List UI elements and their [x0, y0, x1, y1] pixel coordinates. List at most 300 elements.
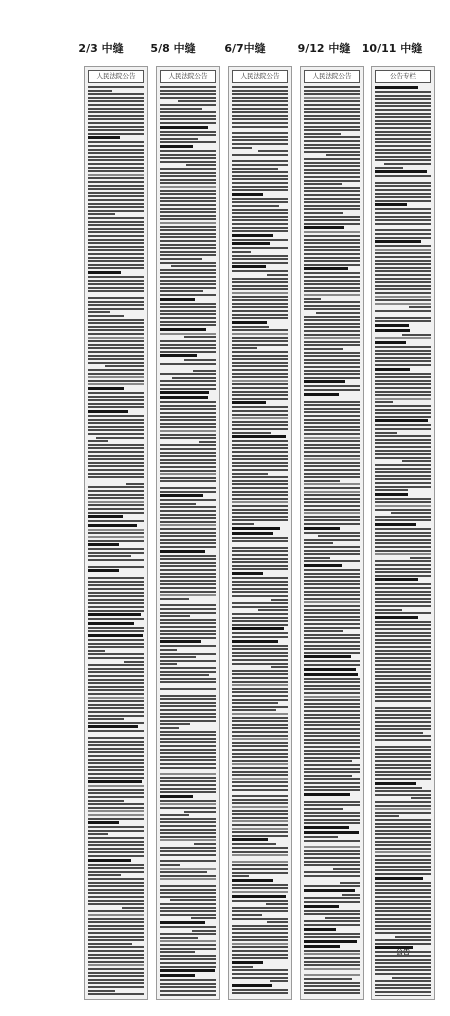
- text-line: [232, 234, 273, 237]
- text-line: [160, 821, 216, 823]
- text-line: [88, 627, 144, 629]
- text-line: [232, 977, 288, 979]
- text-line: [304, 861, 360, 863]
- text-line: [375, 189, 431, 191]
- text-line: [160, 550, 205, 553]
- text-line: [232, 879, 273, 882]
- text-line: [232, 670, 288, 672]
- text-line: [232, 868, 288, 870]
- text-line: [375, 668, 431, 670]
- text-line: [232, 636, 288, 638]
- text-line: [88, 490, 144, 492]
- text-line: [88, 602, 144, 604]
- text-line: [375, 505, 431, 507]
- text-line: [375, 263, 431, 265]
- text-line: [88, 925, 144, 927]
- text-line: [304, 778, 360, 780]
- text-line: [160, 141, 216, 143]
- text-line: [160, 767, 216, 769]
- text-line: [304, 235, 360, 237]
- text-line: [375, 675, 431, 677]
- text-line: [232, 329, 288, 331]
- text-line: [375, 885, 431, 887]
- text-line: [375, 167, 403, 169]
- text-line: [304, 287, 360, 289]
- text-line: [375, 428, 431, 430]
- text-line: [232, 340, 288, 342]
- text-line: [160, 784, 216, 786]
- text-line: [304, 323, 360, 325]
- text-line: [375, 296, 431, 298]
- text-line: [88, 693, 144, 695]
- text-line: [232, 706, 288, 708]
- text-line: [232, 347, 257, 349]
- text-line: [232, 624, 288, 626]
- text-line: [88, 167, 144, 169]
- text-line: [232, 537, 288, 539]
- text-line: [375, 310, 431, 312]
- text-line: [304, 819, 360, 821]
- text-line: [88, 195, 144, 197]
- text-line: [88, 700, 144, 702]
- text-line: [184, 811, 216, 813]
- text-line: [88, 606, 144, 608]
- text-line: [160, 969, 215, 972]
- text-line: [375, 778, 431, 780]
- text-line: [375, 801, 431, 803]
- text-line: [160, 494, 203, 497]
- text-line: [232, 602, 288, 604]
- text-line: [232, 178, 288, 180]
- text-line: [304, 462, 360, 464]
- text-line: [304, 910, 360, 912]
- text-line: [160, 850, 216, 852]
- text-line: [88, 874, 121, 876]
- text-line: [88, 486, 144, 488]
- text-line: [304, 476, 360, 478]
- text-line: [304, 648, 360, 650]
- text-line: [160, 347, 216, 349]
- text-line: [304, 231, 360, 233]
- text-line: [304, 591, 360, 593]
- text-line: [160, 645, 216, 647]
- text-line: [160, 637, 216, 639]
- text-line: [232, 820, 288, 822]
- text-line: [88, 555, 131, 557]
- text-line: [88, 271, 121, 274]
- text-line: [88, 800, 124, 802]
- text-line: [232, 435, 286, 438]
- text-line: [160, 958, 216, 960]
- text-line: [88, 329, 144, 331]
- text-line: [375, 341, 406, 344]
- text-line: [88, 260, 144, 262]
- column-text-3: [232, 85, 288, 996]
- text-line: [375, 439, 431, 441]
- text-line: [232, 505, 288, 507]
- text-line: [88, 192, 144, 194]
- text-line: [232, 288, 288, 290]
- text-line: [304, 627, 360, 629]
- text-line: [160, 814, 189, 816]
- text-line: [88, 111, 144, 113]
- text-line: [232, 108, 288, 110]
- text-line: [232, 591, 288, 593]
- text-line: [318, 535, 360, 537]
- text-line: [304, 308, 360, 310]
- text-line: [88, 910, 144, 912]
- text-line: [375, 932, 431, 934]
- text-line: [304, 875, 360, 877]
- text-line: [304, 717, 360, 719]
- text-line: [88, 455, 144, 457]
- text-line: [304, 616, 360, 618]
- text-line: [375, 278, 431, 280]
- text-line: [232, 414, 288, 416]
- text-line: [88, 458, 144, 460]
- text-line: [184, 359, 216, 361]
- text-line: [88, 725, 138, 728]
- text-line: [88, 643, 144, 645]
- text-line: [160, 161, 216, 163]
- text-line: [88, 859, 131, 862]
- text-line: [160, 951, 195, 953]
- text-line: [375, 539, 431, 541]
- text-line: [160, 466, 216, 468]
- text-line: [304, 846, 360, 848]
- text-line: [375, 657, 431, 659]
- text-line: [232, 398, 288, 400]
- text-line: [232, 428, 288, 430]
- text-line: [88, 311, 110, 313]
- text-line: [375, 453, 431, 455]
- text-line: [232, 143, 288, 145]
- text-line: [232, 884, 288, 886]
- text-line: [375, 714, 431, 716]
- text-line: [232, 90, 288, 92]
- text-line: [232, 691, 288, 693]
- text-line: [232, 806, 288, 808]
- text-line: [88, 577, 144, 579]
- text-line: [375, 855, 431, 857]
- text-line: [304, 147, 360, 149]
- text-line: [304, 373, 360, 375]
- text-line: [88, 141, 144, 143]
- text-line: [88, 986, 144, 988]
- text-line: [88, 508, 144, 510]
- text-line: [160, 236, 216, 238]
- text-line: [88, 501, 144, 503]
- text-line: [375, 700, 431, 702]
- text-line: [375, 233, 431, 235]
- text-line: [375, 749, 431, 751]
- text-line: [340, 882, 360, 884]
- text-line: [232, 932, 288, 934]
- text-line: [375, 946, 413, 949]
- text-line: [88, 972, 144, 974]
- text-line: [304, 576, 360, 578]
- text-line: [375, 632, 431, 634]
- text-line: [160, 598, 189, 600]
- text-line: [232, 532, 273, 535]
- text-line: [88, 921, 144, 923]
- text-line: [232, 424, 288, 426]
- text-line: [232, 270, 288, 272]
- text-line: [170, 899, 216, 901]
- text-line: [232, 756, 288, 758]
- text-line: [160, 663, 177, 665]
- text-line: [267, 921, 288, 923]
- text-line: [375, 973, 431, 975]
- text-line: [160, 594, 216, 596]
- text-line: [304, 550, 360, 552]
- text-line: [304, 710, 360, 712]
- text-line: [88, 152, 144, 154]
- text-line: [88, 837, 144, 839]
- text-line: [160, 193, 216, 195]
- text-line: [304, 516, 360, 518]
- text-line: [304, 512, 360, 514]
- text-line: [88, 936, 144, 938]
- text-line: [304, 377, 360, 379]
- column-header-2: 人民法院公告: [160, 70, 216, 83]
- text-line: [375, 109, 431, 111]
- text-line: [160, 986, 216, 988]
- newspaper-column-2: [156, 66, 220, 1000]
- text-line: [88, 622, 134, 625]
- text-line: [232, 326, 269, 328]
- text-line: [232, 227, 288, 229]
- text-line: [160, 795, 193, 798]
- text-line: [88, 718, 124, 720]
- text-line: [232, 444, 288, 446]
- text-line: [232, 677, 288, 679]
- text-line: [375, 725, 431, 727]
- text-line: [375, 131, 431, 133]
- text-line: [375, 350, 431, 352]
- text-line: [232, 767, 288, 769]
- text-line: [160, 506, 216, 508]
- text-line: [304, 901, 360, 903]
- text-line: [304, 652, 360, 654]
- text-line: [88, 581, 144, 583]
- text-line: [375, 468, 431, 470]
- text-line: [304, 257, 360, 259]
- text-line: [160, 462, 216, 464]
- text-line: [88, 494, 144, 496]
- text-line: [160, 542, 216, 544]
- text-line: [160, 373, 216, 375]
- text-line: [232, 132, 288, 134]
- text-line: [304, 519, 360, 521]
- text-line: [232, 186, 288, 188]
- text-line: [160, 698, 216, 700]
- column-header-4: 人民法院公告: [304, 70, 360, 83]
- text-line: [160, 780, 216, 782]
- text-line: [304, 183, 342, 185]
- text-line: [160, 118, 216, 120]
- text-line: [88, 249, 144, 251]
- text-line: [160, 401, 216, 403]
- text-line: [88, 737, 144, 739]
- text-line: [122, 907, 144, 909]
- text-line: [375, 819, 431, 821]
- text-line: [375, 394, 431, 396]
- text-line: [375, 721, 431, 723]
- text-line: [391, 512, 431, 514]
- text-line: [160, 290, 203, 292]
- text-line: [160, 681, 216, 683]
- text-line: [375, 509, 431, 511]
- text-line: [304, 612, 360, 614]
- text-line: [232, 659, 288, 661]
- text-line: [160, 396, 208, 399]
- text-line: [160, 240, 216, 242]
- text-line: [88, 722, 144, 724]
- text-line: [88, 536, 144, 538]
- text-line: [375, 535, 431, 537]
- text-line: [160, 391, 209, 394]
- text-line: [232, 219, 288, 221]
- text-line: [88, 224, 144, 226]
- text-line: [232, 387, 288, 389]
- text-line: [88, 954, 144, 956]
- text-line: [232, 749, 288, 751]
- text-line: [304, 326, 360, 328]
- text-line: [232, 216, 288, 218]
- text-line: [304, 352, 360, 354]
- text-line: [304, 836, 338, 838]
- text-line: [375, 601, 431, 603]
- text-line: [88, 826, 144, 828]
- text-line: [232, 321, 267, 324]
- text-line: [160, 313, 216, 315]
- text-line: [88, 297, 144, 299]
- text-line: [88, 410, 128, 413]
- text-line: [304, 180, 360, 182]
- text-line: [304, 433, 360, 435]
- text-line: [375, 892, 431, 894]
- text-line: [232, 565, 288, 567]
- text-line: [232, 861, 288, 863]
- text-line: [375, 594, 431, 596]
- text-line: [88, 993, 144, 995]
- text-line: [304, 294, 360, 296]
- text-line: [232, 126, 288, 128]
- text-line: [88, 751, 144, 753]
- text-line: [160, 727, 179, 729]
- text-line: [375, 753, 431, 755]
- text-line: [88, 789, 144, 791]
- text-line: [375, 519, 431, 521]
- text-line: [232, 201, 288, 203]
- text-line: [160, 298, 195, 301]
- text-line: [232, 406, 288, 408]
- text-line: [160, 860, 216, 862]
- text-line: [160, 222, 216, 224]
- text-line: [232, 831, 288, 833]
- text-line: [375, 320, 431, 322]
- text-line: [304, 401, 360, 403]
- text-line: [232, 483, 288, 485]
- text-line: [88, 235, 144, 237]
- text-line: [375, 270, 431, 272]
- text-line: [304, 527, 340, 530]
- text-line: [160, 653, 216, 655]
- text-line: [232, 851, 288, 853]
- text-line: [375, 240, 421, 243]
- text-line: [232, 760, 288, 762]
- text-line: [304, 826, 349, 829]
- text-line: [304, 696, 360, 698]
- text-line: [160, 678, 216, 680]
- text-line: [232, 663, 288, 665]
- text-line: [105, 365, 144, 367]
- text-line: [160, 868, 216, 870]
- text-line: [160, 875, 216, 877]
- text-line: [232, 799, 288, 801]
- text-line: [304, 889, 355, 892]
- text-line: [88, 308, 144, 310]
- text-line: [88, 792, 144, 794]
- text-line: [160, 491, 216, 493]
- text-line: [304, 961, 360, 963]
- text-line: [160, 569, 216, 571]
- text-line: [88, 679, 144, 681]
- text-line: [304, 115, 360, 117]
- text-line: [88, 447, 144, 449]
- text-line: [232, 810, 288, 812]
- text-line: [88, 469, 144, 471]
- text-line: [304, 692, 360, 694]
- text-line: [375, 102, 431, 104]
- text-line: [88, 399, 144, 401]
- text-line: [232, 401, 266, 404]
- text-line: [304, 212, 343, 214]
- text-line: [304, 144, 360, 146]
- text-line: [375, 995, 431, 996]
- text-line: [88, 777, 144, 779]
- text-line: [304, 419, 360, 421]
- text-line: [375, 823, 431, 825]
- text-line: [232, 458, 288, 460]
- text-line: [160, 896, 216, 898]
- text-line: [160, 962, 216, 964]
- text-line: [199, 441, 216, 443]
- text-line: [304, 422, 360, 424]
- text-line: [232, 351, 288, 353]
- text-line: [304, 641, 360, 643]
- text-line: [160, 218, 216, 220]
- text-line: [304, 129, 360, 131]
- text-line: [304, 469, 360, 471]
- text-line: [304, 389, 360, 391]
- text-line: [160, 126, 208, 129]
- text-line: [304, 724, 360, 726]
- text-line: [160, 791, 216, 793]
- text-line: [88, 532, 144, 534]
- text-line: [232, 673, 288, 675]
- text-line: [304, 885, 360, 887]
- text-line: [375, 910, 431, 912]
- text-line: [375, 223, 431, 225]
- text-line: [88, 730, 144, 732]
- text-line: [375, 621, 431, 623]
- text-line: [160, 759, 216, 761]
- text-line: [232, 957, 288, 959]
- text-line: [304, 348, 343, 350]
- text-line: [375, 450, 431, 452]
